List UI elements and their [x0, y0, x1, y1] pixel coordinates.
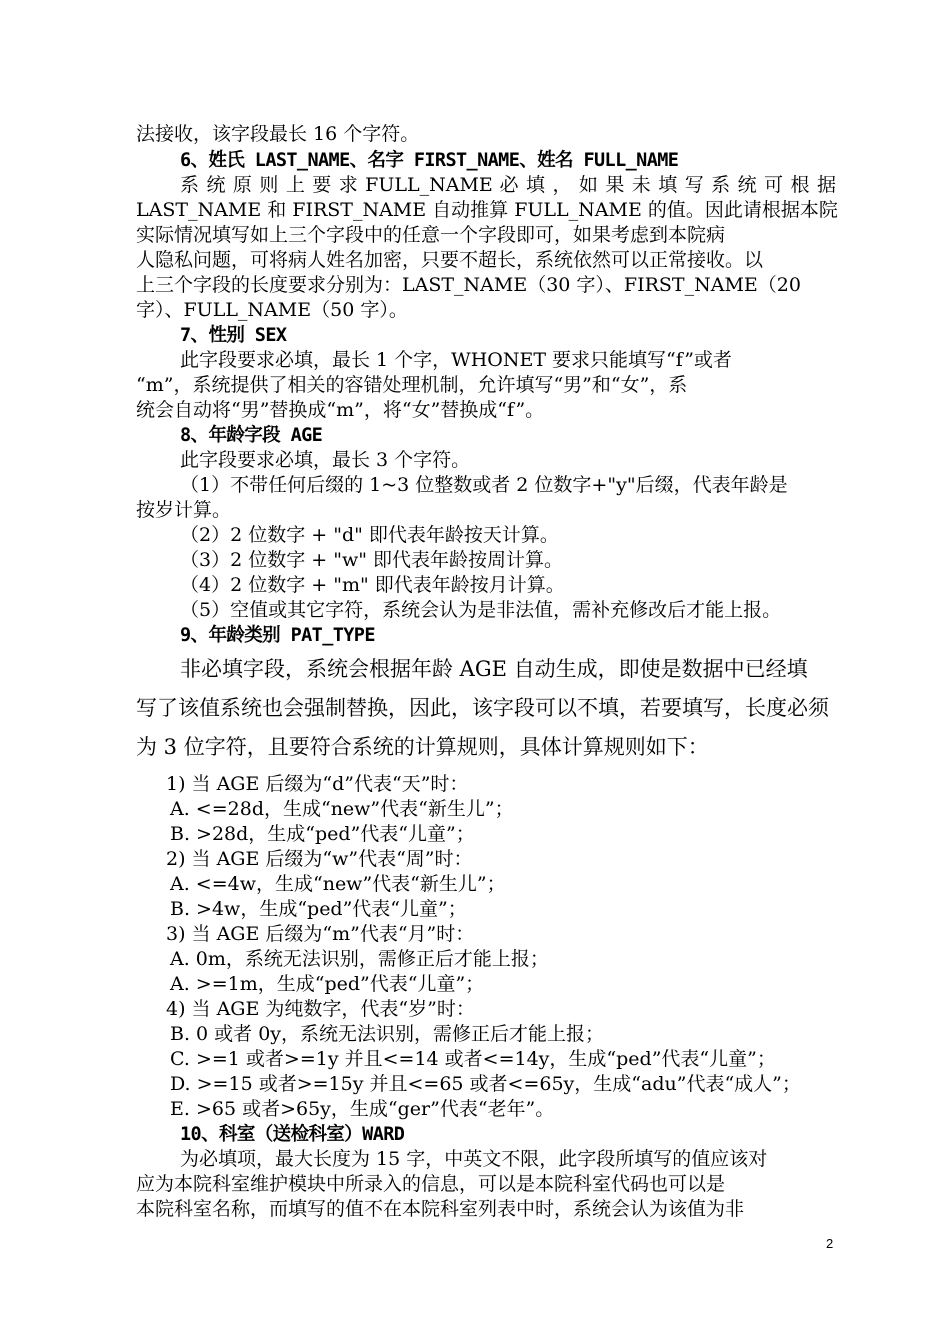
paragraph-line: 为 3 位字符，且要符合系统的计算规则，具体计算规则如下： — [136, 735, 709, 759]
section-heading-pat-type: 9、年龄类别 PAT_TYPE — [180, 625, 375, 646]
paragraph-line: 此字段要求必填，最长 3 个字符。 — [180, 449, 471, 471]
paragraph-line: 此字段要求必填，最长 1 个字，WHONET 要求只能填写“f”或者 — [180, 349, 732, 371]
list-item: A. >=1m，生成“ped”代表“儿童”； — [170, 973, 485, 995]
paragraph-line: 上三个字段的长度要求分别为：LAST_NAME（30 字）、FIRST_NAME（20 — [136, 274, 801, 296]
paragraph-line: 写了该值系统也会强制替换，因此，该字段可以不填，若要填写，长度必须 — [136, 696, 829, 720]
paragraph-line: 人隐私问题，可将病人姓名加密，只要不超长，系统依然可以正常接收。以 — [136, 249, 764, 271]
paragraph-line: （5）空值或其它字符，系统会认为是非法值，需补充修改后才能上报。 — [180, 599, 782, 621]
section-heading-ward: 10、科室（送检科室）WARD — [180, 1124, 405, 1145]
list-item: A. <=4w，生成“new”代表“新生儿”； — [170, 873, 506, 895]
list-item: 2) 当 AGE 后缀为“w”代表“周”时： — [166, 848, 473, 870]
paragraph-line: 按岁计算。 — [136, 499, 232, 521]
list-item: C. >=1 或者>=1y 并且<=14 或者<=14y，生成“ped”代表“儿童”； — [170, 1048, 776, 1070]
paragraph-line: （2）2 位数字 + "d" 即代表年龄按天计算。 — [180, 524, 559, 546]
section-heading-sex: 7、性别 SEX — [180, 325, 287, 346]
section-heading-age: 8、年龄字段 AGE — [180, 425, 323, 446]
list-item: A. <=28d，生成“new”代表“新生儿”； — [170, 798, 514, 820]
list-item: B. 0 或者 0y，系统无法识别，需修正后才能上报； — [170, 1023, 605, 1045]
section-heading-names: 6、姓氏 LAST_NAME、名字 FIRST_NAME、姓名 FULL_NAME — [180, 150, 679, 171]
list-item: B. >28d，生成“ped”代表“儿童”； — [170, 823, 475, 845]
list-item: B. >4w，生成“ped”代表“儿童”； — [170, 898, 467, 920]
list-item: 3) 当 AGE 后缀为“m”代表“月”时： — [166, 923, 475, 945]
paragraph-line: 统会自动将“男”替换成“m”，将“女”替换成“f”。 — [136, 399, 545, 421]
paragraph-line: 本院科室名称，而填写的值不在本院科室列表中时，系统会认为该值为非 — [136, 1198, 745, 1220]
page-number: 2 — [826, 1236, 834, 1251]
paragraph-line: 系 统 原 则 上 要 求 FULL_NAME 必 填 ， 如 果 未 填 写 系 统 可 根 据 — [180, 174, 836, 196]
list-item: A. 0m，系统无法识别，需修正后才能上报； — [170, 948, 549, 970]
paragraph-line: 法接收，该字段最长 16 个字符。 — [136, 123, 420, 145]
paragraph-line: 应为本院科室维护模块中所录入的信息，可以是本院科室代码也可以是 — [136, 1173, 726, 1195]
paragraph-line: 为必填项，最大长度为 15 字，中英文不限，此字段所填写的值应该对 — [180, 1148, 768, 1170]
paragraph-line: 字）、FULL_NAME（50 字）。 — [136, 299, 408, 321]
paragraph-line: 非必填字段，系统会根据年龄 AGE 自动生成，即使是数据中已经填 — [180, 657, 808, 681]
paragraph-line: （3）2 位数字 + "w" 即代表年龄按周计算。 — [180, 549, 563, 571]
paragraph-line: LAST_NAME 和 FIRST_NAME 自动推算 FULL_NAME 的值。因此请根据本院 — [136, 199, 838, 221]
list-item: D. >=15 或者>=15y 并且<=65 或者<=65y，生成“adu”代表“成人”； — [170, 1073, 801, 1095]
paragraph-line: （1）不带任何后缀的 1~3 位整数或者 2 位数字+"y"后缀，代表年龄是 — [180, 474, 788, 496]
list-item: E. >65 或者>65y，生成“ger”代表“老年”。 — [170, 1098, 555, 1120]
paragraph-line: 实际情况填写如上三个字段中的任意一个字段即可，如果考虑到本院病 — [136, 224, 726, 246]
paragraph-line: “m”，系统提供了相关的容错处理机制，允许填写“男”和“女”，系 — [136, 374, 688, 396]
list-item: 1) 当 AGE 后缀为“d”代表“天”时： — [166, 773, 469, 795]
paragraph-line: （4）2 位数字 + "m" 即代表年龄按月计算。 — [180, 574, 565, 596]
list-item: 4) 当 AGE 为纯数字，代表“岁”时： — [166, 998, 475, 1020]
